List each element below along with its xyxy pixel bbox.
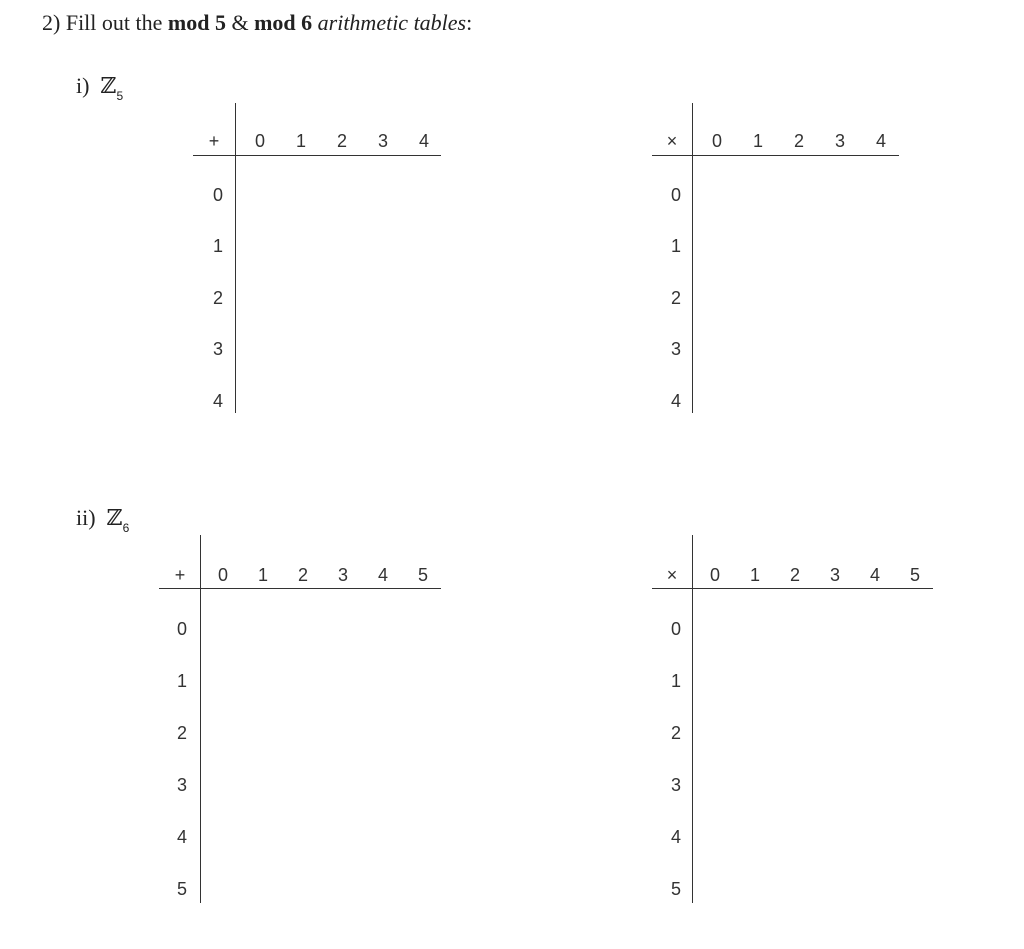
- row-header-2: 2: [670, 288, 681, 308]
- column-header-2: 2: [297, 565, 308, 585]
- row-header-0: 0: [176, 619, 187, 639]
- column-header-3: 3: [829, 565, 840, 585]
- row-header-1: 1: [212, 236, 223, 256]
- table-header-rule: [652, 588, 933, 589]
- part-i-label: [76, 73, 124, 104]
- row-header-3: 3: [212, 339, 223, 359]
- table-row-rule: [235, 103, 236, 413]
- column-header-2: 2: [789, 565, 800, 585]
- operator-symbol: ×: [666, 565, 678, 585]
- table-header-rule: [159, 588, 441, 589]
- column-header-0: 0: [254, 131, 265, 151]
- column-header-3: 3: [337, 565, 348, 585]
- part-ii-number: ii): [76, 505, 96, 530]
- column-header-1: 1: [749, 565, 760, 585]
- column-header-4: 4: [875, 131, 886, 151]
- row-header-4: 4: [212, 391, 223, 411]
- question-colon: :: [466, 10, 473, 35]
- row-header-2: 2: [670, 723, 681, 743]
- column-header-5: 5: [909, 565, 920, 585]
- row-header-3: 3: [176, 775, 187, 795]
- table-row-rule: [200, 535, 201, 903]
- column-header-0: 0: [711, 131, 722, 151]
- row-header-1: 1: [176, 671, 187, 691]
- table-row-rule: [692, 535, 693, 903]
- column-header-4: 4: [869, 565, 880, 585]
- column-header-1: 1: [752, 131, 763, 151]
- row-header-1: 1: [670, 671, 681, 691]
- question-mod6: mod 6: [254, 10, 313, 35]
- column-header-1: 1: [257, 565, 268, 585]
- z6-symbol: ℤ$_6$: [106, 506, 130, 536]
- row-header-0: 0: [212, 185, 223, 205]
- question-ampersand: &: [231, 10, 249, 35]
- row-header-2: 2: [212, 288, 223, 308]
- part-i-number: i): [76, 73, 90, 98]
- question-arithmetic-tables: arithmetic tables: [317, 10, 467, 35]
- question-mod5: mod 5: [167, 10, 226, 35]
- column-header-3: 3: [377, 131, 388, 151]
- part-ii-label: [76, 505, 130, 536]
- column-header-5: 5: [417, 565, 428, 585]
- row-header-5: 5: [176, 879, 187, 899]
- column-header-2: 2: [336, 131, 347, 151]
- table-header-rule: [652, 155, 899, 156]
- operator-symbol: ×: [666, 131, 678, 151]
- column-header-4: 4: [377, 565, 388, 585]
- row-header-3: 3: [670, 775, 681, 795]
- column-header-0: 0: [709, 565, 720, 585]
- row-header-5: 5: [670, 879, 681, 899]
- row-header-0: 0: [670, 619, 681, 639]
- column-header-1: 1: [295, 131, 306, 151]
- operator-symbol: +: [174, 565, 186, 585]
- operator-symbol: +: [208, 131, 220, 151]
- column-header-3: 3: [834, 131, 845, 151]
- question-heading: [42, 10, 472, 36]
- row-header-4: 4: [670, 391, 681, 411]
- row-header-4: 4: [670, 827, 681, 847]
- row-header-1: 1: [670, 236, 681, 256]
- row-header-0: 0: [670, 185, 681, 205]
- question-text: Fill out the: [65, 10, 163, 35]
- column-header-4: 4: [418, 131, 429, 151]
- column-header-0: 0: [217, 565, 228, 585]
- table-row-rule: [692, 103, 693, 413]
- z5-symbol: ℤ$_5$: [100, 74, 124, 104]
- question-number: 2): [42, 10, 61, 35]
- row-header-2: 2: [176, 723, 187, 743]
- table-header-rule: [193, 155, 441, 156]
- row-header-3: 3: [670, 339, 681, 359]
- column-header-2: 2: [793, 131, 804, 151]
- row-header-4: 4: [176, 827, 187, 847]
